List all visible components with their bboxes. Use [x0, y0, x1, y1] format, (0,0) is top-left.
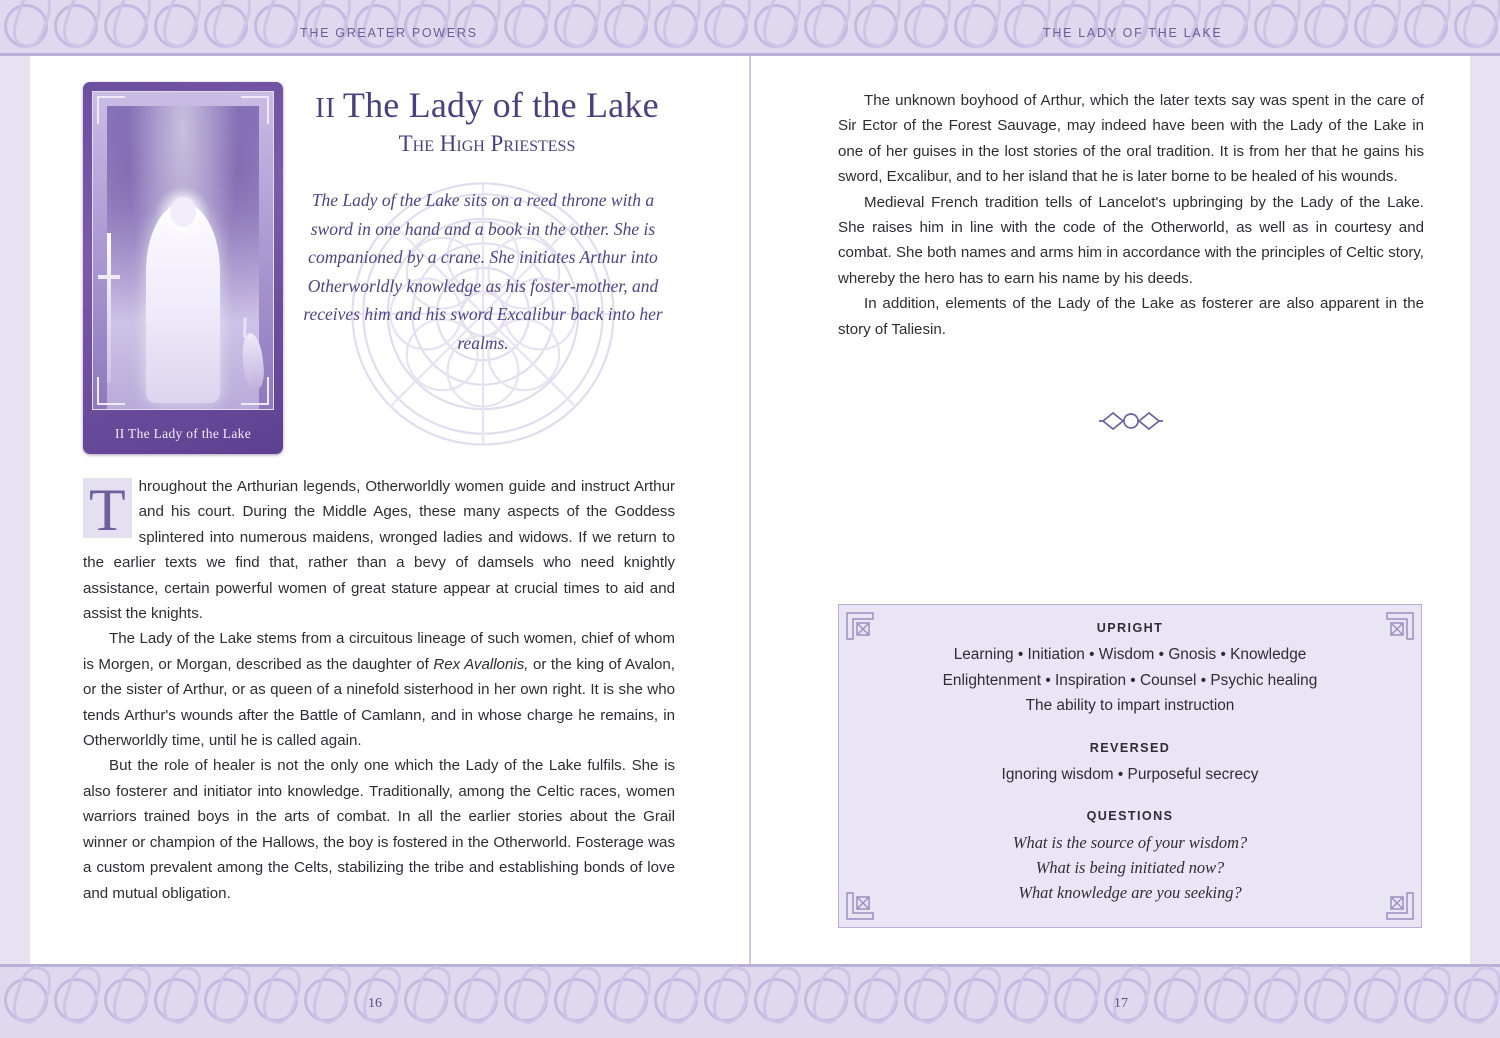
- upright-label: UPRIGHT: [1096, 621, 1164, 635]
- drop-cap: T: [83, 478, 132, 538]
- celtic-knot-pattern-icon: [0, 0, 1500, 56]
- card-caption: II The Lady of the Lake: [115, 426, 251, 441]
- card-artwork: [92, 91, 274, 410]
- page-margin-right: [1470, 56, 1500, 964]
- card-corner-ornament-icon: [97, 377, 125, 405]
- keywords-box: [838, 604, 1422, 928]
- page-margin-left: [0, 56, 30, 964]
- card-corner-ornament-icon: [97, 96, 125, 124]
- box-corner-ornament-icon: [1385, 611, 1415, 641]
- page-number-right: 17: [1114, 996, 1128, 1011]
- paragraph: The unknown boyhood of Arthur, which the later texts say was spent in the care of Sir Ector of the Forest Sauvage, may indeed have been with the Lady of the Lake in one of her guises in the lost stories of the oral tradition. It is from her that he gains his sword, Excalibur, and to her island that he is later borne to be healed of his wounds.: [838, 92, 1424, 186]
- upright-keyword-line: Enlightenment • Inspiration • Counsel • Psychic healing: [942, 671, 1318, 689]
- page-title: [299, 84, 675, 126]
- celtic-border-top: [0, 0, 1500, 56]
- figure-head-icon: [170, 197, 196, 227]
- book-gutter: [749, 56, 751, 964]
- ornament-celtic-divider-icon: [838, 410, 1424, 438]
- question-line: What is being initiated now?: [1035, 858, 1225, 877]
- reversed-label: REVERSED: [1089, 740, 1171, 755]
- upright-keyword-line: Learning • Initiation • Wisdom • Gnosis • Knowledge: [953, 646, 1307, 663]
- questions-label: QUESTIONS: [1086, 809, 1174, 823]
- card-corner-ornament-icon: [241, 96, 269, 124]
- right-body-text: [838, 88, 1424, 342]
- page-number-left: 16: [368, 996, 382, 1011]
- box-corner-ornament-icon: [845, 891, 875, 921]
- tarot-card-illustration: [83, 82, 283, 454]
- running-head-right: THE LADY OF THE LAKE: [1043, 26, 1223, 40]
- paragraph: The Lady of the Lake stems from a circuitous lineage of such women, chief of whom is Morgen, or Morgan, described as the daughter of Rex Avallonis, or the king of Avalon, or the sister of Arthur, or as queen of a ninefold sisterhood in her own right. It is she who tends Arthur's wounds after the Battle of Camlann, and in whose charge he remains, in Otherworldly time, until he is called again.: [83, 630, 675, 750]
- running-head-left: THE GREATER POWERS: [300, 26, 478, 40]
- divider-glyph-icon: [1099, 410, 1163, 432]
- paragraph: Medieval French tradition tells of Lancelot's upbringing by the Lady of the Lake. She raises him in line with the code of the Otherworld, as well as in courtesy and combat. She both names and arms him in accordance with the principles of Celtic story, whereby the hero has to earn his name by his deeds.: [838, 193, 1424, 287]
- question-line: What is the source of your wisdom?: [1012, 833, 1248, 852]
- card-description-block: [291, 170, 675, 470]
- lady-figure-icon: [146, 203, 220, 403]
- celtic-knot-pattern-icon: [0, 964, 1500, 1038]
- chapter-heading: [299, 84, 675, 157]
- box-corner-ornament-icon: [1385, 891, 1415, 921]
- paragraph-text: hroughout the Arthurian legends, Otherworldly women guide and instruct Arthur and his court. During the Middle Ages, these many aspects of the Goddess splintered into numerous maidens, wronged ladies and widows. If we return to the earlier texts we find that, rather than a bevy of damsels who need knightly assistance, certain powerful women of great stature appear at crucial times to aid and assist the knights.: [83, 478, 675, 623]
- paragraph: [83, 474, 675, 626]
- chapter-number: II: [315, 93, 336, 124]
- chapter-name: The Lady of the Lake: [342, 85, 659, 125]
- card-description-text: The Lady of the Lake sits on a reed throne with a sword in one hand and a book in the other. She is companioned by a crane. She initiates Arthur into Otherworldly knowledge as his foster-mother, and receives him and his sword Excalibur back into her realms.: [303, 190, 663, 353]
- left-body-text: [83, 474, 675, 906]
- upright-keyword-line: The ability to impart instruction: [1025, 697, 1235, 714]
- chapter-subtitle: The High Priestess: [398, 131, 576, 156]
- box-corner-ornament-icon: [845, 611, 875, 641]
- celtic-border-bottom: [0, 964, 1500, 1038]
- paragraph: But the role of healer is not the only one which the Lady of the Lake fulfils. She is also fosterer and initiator into knowledge. Traditionally, among the Celtic races, women warriors trained boys in the arts of combat. In all the earlier stories about the Grail winner or champion of the Hallows, the boy is fostered in the Otherworld. Fosterage was a custom prevalent among the Celts, stabilizing the tribe and establishing bonds of love and mutual obligation.: [83, 757, 675, 902]
- paragraph: In addition, elements of the Lady of the Lake as fosterer are also apparent in the story of Taliesin.: [838, 295, 1424, 338]
- reversed-keyword-line: Ignoring wisdom • Purposeful secrecy: [1001, 765, 1259, 783]
- card-corner-ornament-icon: [241, 377, 269, 405]
- question-line: What knowledge are you seeking?: [1018, 883, 1242, 902]
- sword-excalibur-icon: [107, 233, 111, 383]
